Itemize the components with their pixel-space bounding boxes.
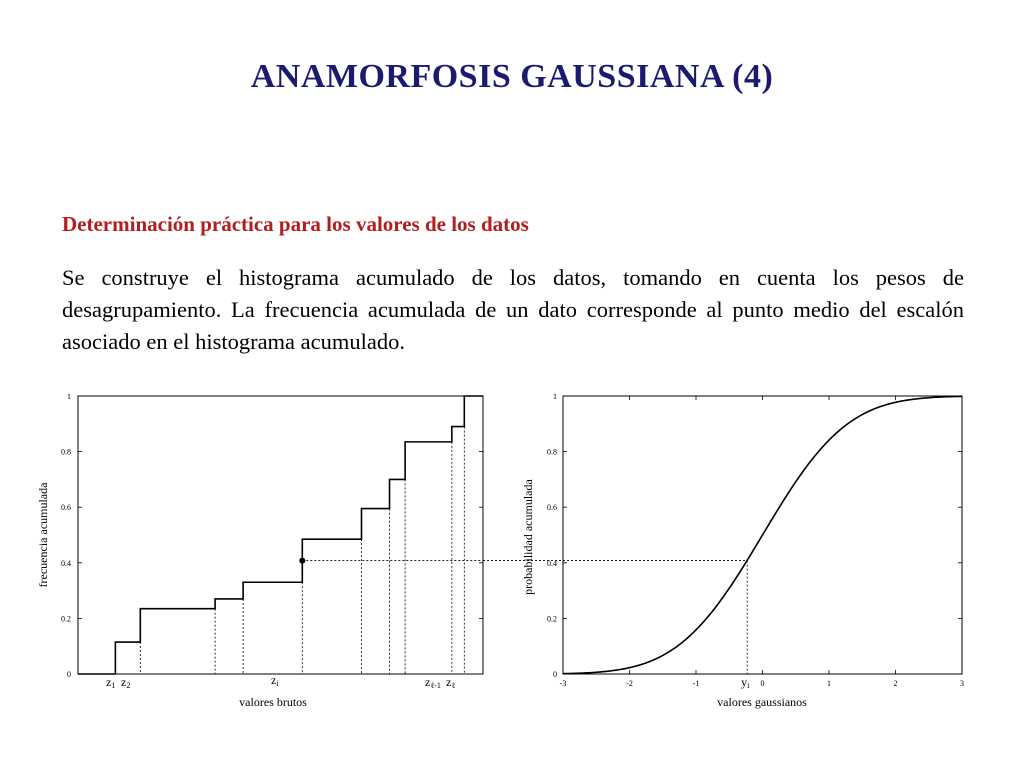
right-xtick-label: 0: [760, 679, 765, 688]
left-xlabel: valores brutos: [239, 695, 307, 709]
xlabel-z2: z2: [121, 675, 131, 690]
left-chart: [36, 392, 483, 709]
right-ytick-label: 0.6: [547, 503, 557, 513]
right-ytick-label: 0.4: [547, 558, 557, 568]
left-step-curve: [78, 396, 483, 674]
left-drop-lines: [115, 427, 464, 674]
xlabel-z1: z1: [106, 675, 116, 690]
right-xtick-label: -1: [692, 679, 700, 688]
left-ytick-label: 0.4: [61, 558, 71, 568]
right-ylabel: probabilidad acumulada: [521, 479, 535, 595]
xlabel-zl: zℓ: [446, 675, 456, 690]
left-y-ticks: [61, 392, 483, 679]
body-paragraph: Se construye el histograma acumulado de los datos, tomando en cuenta los pesos de desagrupamiento. La frecuencia acumulada de un dato corresponde al punto medio del escalón asociado en el histograma acumulado.: [62, 265, 964, 354]
right-ytick-label: 1: [553, 392, 557, 401]
section-subtitle: Determinación práctica para los valores de los datos: [62, 212, 529, 236]
right-ytick-label: 0.8: [547, 447, 557, 457]
right-xtick-label: 2: [893, 679, 898, 688]
slide-title: ANAMORFOSIS GAUSSIANA (4): [250, 58, 774, 95]
gaussian-cdf-curve: [563, 396, 962, 673]
right-xtick-label: 3: [960, 679, 964, 688]
right-ytick-label: 0: [553, 670, 557, 679]
right-xtick-label: 1: [827, 679, 831, 688]
xlabel-zi: zi: [271, 673, 279, 688]
left-ytick-label: 1: [67, 392, 71, 401]
right-xtick-label: -2: [626, 679, 633, 688]
highlight-point: [299, 558, 305, 564]
left-ytick-label: 0.6: [61, 503, 71, 513]
left-ytick-label: 0: [67, 670, 71, 679]
right-xtick-label: -3: [559, 679, 567, 688]
right-x-ticks: [560, 396, 964, 688]
right-xlabel: valores gaussianos: [717, 695, 807, 709]
left-axes-frame: [78, 396, 483, 674]
right-ytick-label: 0.2: [547, 614, 557, 624]
left-ytick-label: 0.2: [61, 614, 71, 624]
xlabel-zl-1: zℓ-1: [425, 675, 441, 690]
xlabel-yi: yi: [741, 675, 750, 690]
left-ytick-label: 0.8: [61, 447, 71, 457]
right-chart: [521, 392, 964, 709]
right-y-ticks: [547, 392, 962, 679]
left-ylabel: frecuencia acumulada: [36, 482, 50, 588]
